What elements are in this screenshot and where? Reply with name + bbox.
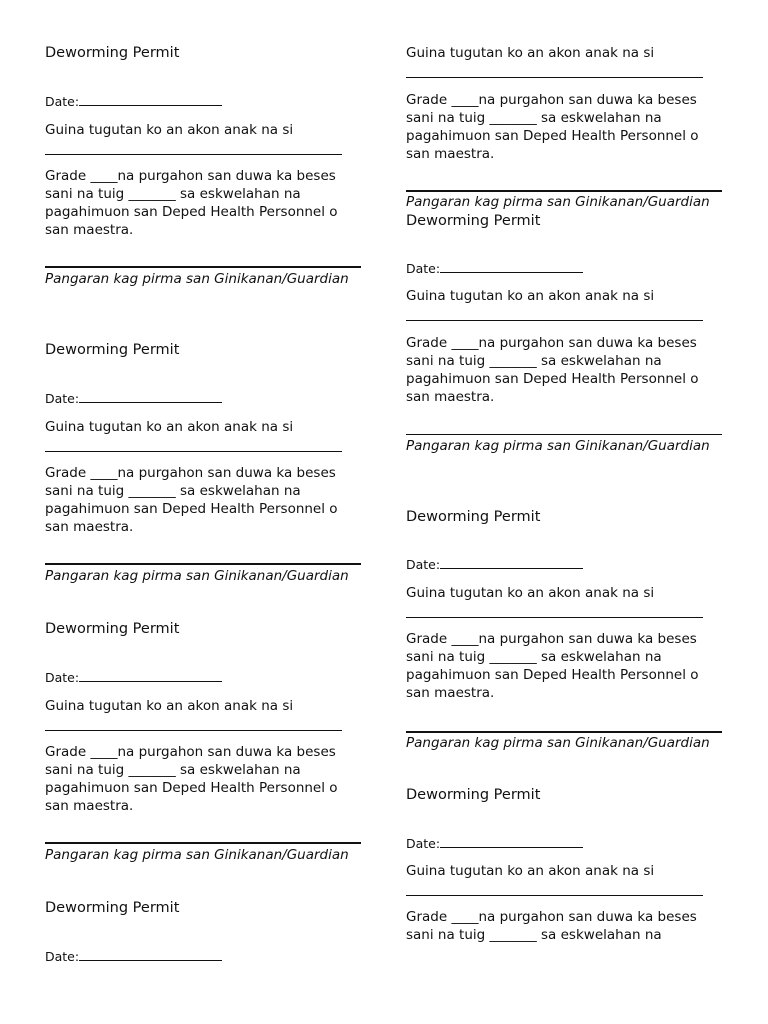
permit-slip <box>45 45 365 295</box>
body-line: san maestra. <box>45 519 134 535</box>
consent-text: Guina tugutan ko an akon anak na si <box>406 585 655 601</box>
consent-text: Guina tugutan ko an akon anak na si <box>406 45 655 61</box>
child-name-line[interactable] <box>406 320 703 321</box>
signature-line[interactable] <box>406 190 722 192</box>
signature-caption: Pangaran kag pirma san Ginikanan/Guardian <box>45 271 349 287</box>
signature-caption: Pangaran kag pirma san Ginikanan/Guardian <box>45 568 349 584</box>
date-field <box>45 390 222 406</box>
body-line: Grade ____na purgahon san duwa ka beses <box>406 909 697 925</box>
child-name-line[interactable] <box>45 451 342 452</box>
body-line: pagahimuon san Deped Health Personnel o <box>45 501 338 517</box>
consent-text: Guina tugutan ko an akon anak na si <box>406 863 655 879</box>
signature-line[interactable] <box>45 266 361 268</box>
body-line: sani na tuig _______ sa eskwelahan na <box>45 186 301 202</box>
signature-caption: Pangaran kag pirma san Ginikanan/Guardian <box>406 194 710 210</box>
body-line: Grade ____na purgahon san duwa ka beses <box>45 168 336 184</box>
date-blank[interactable] <box>79 669 222 682</box>
child-name-line[interactable] <box>406 77 703 78</box>
slip-title: Deworming Permit <box>406 787 541 803</box>
slip-title: Deworming Permit <box>45 45 180 61</box>
child-name-line[interactable] <box>45 154 342 155</box>
permit-slip <box>45 621 365 871</box>
slip-title: Deworming Permit <box>45 621 180 637</box>
body-line: sani na tuig _______ sa eskwelahan na <box>406 110 662 126</box>
body-line: Grade ____na purgahon san duwa ka beses <box>406 631 697 647</box>
child-name-line[interactable] <box>406 895 703 896</box>
date-label: Date: <box>45 670 80 685</box>
date-field <box>45 93 222 109</box>
signature-line[interactable] <box>45 842 361 844</box>
date-label: Date: <box>406 836 441 851</box>
permit-slip <box>406 213 726 463</box>
slip-title: Deworming Permit <box>406 213 541 229</box>
consent-text: Guina tugutan ko an akon anak na si <box>45 419 294 435</box>
permit-slip <box>45 900 365 980</box>
body-line: pagahimuon san Deped Health Personnel o <box>45 204 338 220</box>
body-line: sani na tuig _______ sa eskwelahan na <box>45 762 301 778</box>
body-line: Grade ____na purgahon san duwa ka beses <box>406 92 697 108</box>
child-name-line[interactable] <box>45 730 342 731</box>
permit-body <box>406 908 716 944</box>
date-blank[interactable] <box>79 948 222 961</box>
slip-title: Deworming Permit <box>45 900 180 916</box>
permit-body <box>45 464 355 536</box>
date-field <box>406 835 583 851</box>
date-field <box>406 556 583 572</box>
consent-text: Guina tugutan ko an akon anak na si <box>45 122 294 138</box>
signature-line[interactable] <box>406 731 722 733</box>
date-blank[interactable] <box>440 835 583 848</box>
permit-slip <box>406 45 726 215</box>
permit-body <box>406 334 716 406</box>
date-field <box>45 669 222 685</box>
body-line: sani na tuig _______ sa eskwelahan na <box>406 649 662 665</box>
body-line: san maestra. <box>406 389 495 405</box>
consent-text: Guina tugutan ko an akon anak na si <box>45 698 294 714</box>
body-line: Grade ____na purgahon san duwa ka beses <box>45 465 336 481</box>
permit-body <box>406 630 716 702</box>
body-line: Grade ____na purgahon san duwa ka beses <box>45 744 336 760</box>
body-line: pagahimuon san Deped Health Personnel o <box>406 371 699 387</box>
signature-caption: Pangaran kag pirma san Ginikanan/Guardian <box>406 438 710 454</box>
body-line: pagahimuon san Deped Health Personnel o <box>45 780 338 796</box>
body-line: Grade ____na purgahon san duwa ka beses <box>406 335 697 351</box>
date-field <box>406 260 583 276</box>
body-line: san maestra. <box>45 222 134 238</box>
permit-slip <box>45 342 365 592</box>
signature-caption: Pangaran kag pirma san Ginikanan/Guardian <box>406 735 710 751</box>
body-line: sani na tuig _______ sa eskwelahan na <box>406 927 662 943</box>
child-name-line[interactable] <box>406 617 703 618</box>
slip-title: Deworming Permit <box>45 342 180 358</box>
body-line: pagahimuon san Deped Health Personnel o <box>406 128 699 144</box>
date-blank[interactable] <box>79 390 222 403</box>
date-blank[interactable] <box>440 260 583 273</box>
body-line: sani na tuig _______ sa eskwelahan na <box>45 483 301 499</box>
permit-body <box>45 167 355 239</box>
consent-text: Guina tugutan ko an akon anak na si <box>406 288 655 304</box>
date-label: Date: <box>45 949 80 964</box>
date-label: Date: <box>45 391 80 406</box>
permit-slip <box>406 509 726 759</box>
date-label: Date: <box>406 261 441 276</box>
date-label: Date: <box>45 94 80 109</box>
body-line: san maestra. <box>406 685 495 701</box>
date-label: Date: <box>406 557 441 572</box>
body-line: sani na tuig _______ sa eskwelahan na <box>406 353 662 369</box>
slip-title: Deworming Permit <box>406 509 541 525</box>
permit-slip <box>406 787 726 957</box>
date-blank[interactable] <box>79 93 222 106</box>
signature-caption: Pangaran kag pirma san Ginikanan/Guardian <box>45 847 349 863</box>
permit-body <box>406 91 716 163</box>
signature-line[interactable] <box>45 563 361 565</box>
body-line: pagahimuon san Deped Health Personnel o <box>406 667 699 683</box>
date-field <box>45 948 222 964</box>
date-blank[interactable] <box>440 556 583 569</box>
body-line: san maestra. <box>406 146 495 162</box>
permit-body <box>45 743 355 815</box>
body-line: san maestra. <box>45 798 134 814</box>
signature-line[interactable] <box>406 434 722 435</box>
